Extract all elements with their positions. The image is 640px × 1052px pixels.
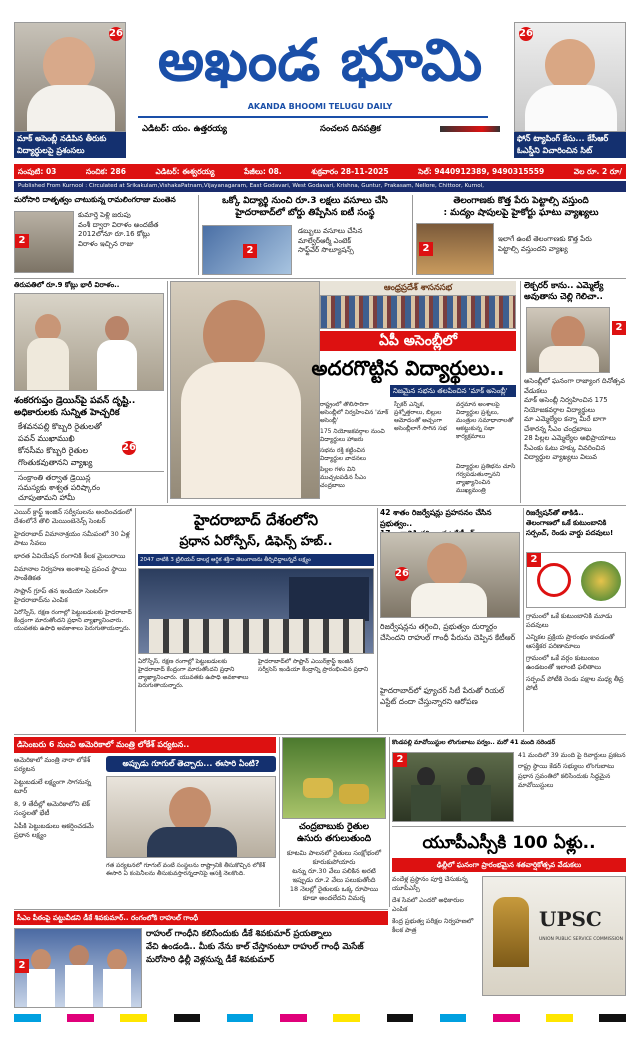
lead-strap: నిజమైన సభను తలపించిన 'మాక్ అసెంబ్లీ' [390, 385, 516, 397]
hyd-bar: 2047 నాటికి 3 ట్రిలియన్ డాలర్ల ఆర్థిక శక్తిగా తెలంగాణను తీర్చిదిద్దాలన్నదే లక్ష్యం [138, 554, 374, 566]
hyd-head1: హైదరాబాద్ దేశంలోని [193, 511, 319, 529]
story-sarpanch-photo [526, 552, 626, 608]
sarpanch-bullet: ఎన్నికల ప్రక్రియ ప్రారంభం కావడంతో ఆసక్తికర పరిణామాలు [526, 633, 615, 650]
info-date: శుక్రవారం 28-11-2025 [311, 167, 389, 176]
story-ktr-tail: హైదరాబాద్‌లో ఫ్యూచర్ సిటీ పేరుతో రియల్ ఎస్టేట్ దందా చేస్తున్నారని ఆరోపణ [380, 686, 505, 706]
bottom-photo [14, 928, 142, 1008]
stamp-icon: 26 [395, 568, 409, 579]
stamp-icon: 26 [519, 28, 533, 39]
upsc-bullets [392, 876, 478, 1010]
maoist-bar: కొండపల్లి మావోయిస్టుల లొంగుబాటు పర్వం.. మరో 41 మంది సరెండర్ [392, 739, 556, 746]
lead-headline: అదరగొట్టిన విద్యార్థులు.. [311, 356, 505, 380]
story-mlas [524, 281, 626, 503]
story-ktr-sub: రిజర్వేషన్లను తగ్గించి, ప్రభుత్వం దుర్మార్గం చేసిందని రాహుల్ గాంధీ పేరును చెప్పిన కేటీఆర్ [380, 622, 516, 642]
lead-bullet: పిల్లల గళం విని ముచ్చటపడిన సీఎం చంద్రబాబు [320, 466, 367, 489]
upsc-bullet: కేంద్ర ప్రభుత్వ పరీక్షల నిర్వహణలో కీలక పాత్ర [392, 918, 474, 934]
lokesh-bar: డిసెంబరు 6 నుంచి అమెరికాలో మంత్రి లోకేశ్ పర్యటన.. [14, 737, 276, 753]
lokesh-box: అప్పుడు గూగుల్ తెచ్చారు... ఈసారి ఏంటి? [106, 756, 276, 772]
masthead-title: అఖండ భూమి [157, 26, 483, 94]
hyd-bullet: విమానాల నిర్వహణ అంశాలపై ప్రపంచ స్థాయి సాంకేతికత [14, 565, 127, 582]
story-ktr-head: 42 శాతం రిజర్వేషన్లు ప్రహసనం చేసిన ప్రభుత్వం.. [380, 508, 492, 528]
lead-bullet: సభను రక్తి కట్టించిన విద్యార్థుల వాదనలు [320, 447, 367, 462]
lokesh-text: గత పర్యటనలో గూగుల్ వంటి సంస్థలను రాష్ట్రానికి తీసుకొచ్చిన లోకేశ్ ఈసారి ఏ కంపెనీలను తీసుకువస్తారన్నదానిపై ఆసక్తి నెలకొంది. [106, 862, 266, 877]
story-it-company [202, 195, 408, 277]
stamp-icon: 2 [419, 242, 433, 256]
story-pawan [14, 281, 164, 503]
masthead-right-caption: ఫోన్ ట్యాపింగ్ కేసు... కేసీఆర్ ఓఎస్డీని విచారించిన సిట్ [514, 132, 626, 158]
hyd-bullet: సాఫ్రాన్ గ్రూప్ తన ఇండియా సెంటర్‌గా హైదరాబాద్‌ను ఎంపిక [14, 587, 108, 604]
story-sarpanch [526, 508, 626, 732]
hyd-photo [138, 568, 374, 654]
lead-kicker: ఏపీ అసెంబ్లీలో [320, 331, 516, 351]
lead-col-c: విద్యార్థుల ప్రతిభను చూసి గర్వపడుతున్నానని వ్యాఖ్యానించిన ముఖ్యమంత్రి [456, 463, 516, 494]
stamp-icon: 2 [527, 553, 541, 567]
upsc-sub: ఢిల్లీలో ఘనంగా ప్రారంభమైన శతవార్షికోత్సవ వేడుకలు [392, 858, 626, 872]
emblem-icon [493, 897, 529, 967]
footer-bar [14, 1014, 626, 1022]
lead-group-photo [320, 295, 516, 329]
sarpanch-bullet: గ్రామంలో ఒకే వర్గం కుటుంబం ఉండటంతో ఇలాంటి ఫలితాలు [526, 654, 601, 671]
story-ktr [380, 508, 520, 732]
info-price: వెల రూ. 2 రూ/ [573, 167, 622, 176]
story-rajaraju-text: కుమార్తె పెళ్లి జరుపు వంశీ ద్వారా విరాళం అందజేత 2012లోనూ రూ.16 కోట్లు విరాళం ఇచ్చిన రాజు [78, 211, 159, 248]
hyd-bullet: హైదరాబాద్ విమానాశ్రయం సమీపంలో 30 ఏళ్ల పాటు సేవలు [14, 530, 130, 547]
story-liquor-photo [416, 223, 494, 275]
masthead-editor: ఎడిటర్: యం. ఉత్తరయ్య [142, 124, 227, 134]
pen-icon [440, 126, 500, 132]
farmers-head: చంద్రబాబుకు రైతుల ఉసురు తగులుతుంది [296, 822, 372, 844]
stamp-icon: 2 [243, 244, 257, 258]
lokesh-photo [106, 776, 276, 858]
story-pawan-top: తిరుపతిలో రూ.9 కోట్లు భారీ విరాళం.. [14, 281, 120, 289]
ballot-symbol-icon [537, 563, 571, 597]
lead-banner: ఆంధ్రప్రదేశ్ శాసనసభ [320, 281, 516, 295]
lokesh-bullet: పెట్టుబడులే లక్ష్యంగా సాగనున్న టూర్ [14, 778, 92, 795]
story-ktr-photo [380, 532, 520, 618]
maoist-bullet: 41 మందిలో 39 మంది పై రివార్డులు ప్రకటన [518, 752, 626, 759]
hyd-text-left: ఏరోస్పేస్, రక్షణ రంగాల్లో పెట్టుబడులకు హైదరాబాద్ కేంద్రంగా మారుతోందని ప్రధాని వ్యాఖ్యానించారు. యువతకు ఉపాధి అవకాశాలు పెరుగుతాయన్నారు. [138, 658, 249, 689]
lokesh-bullet: అమెరికాలో మంత్రి నారా లోకేశ్ పర్యటన [14, 756, 91, 773]
lead-bullet: రాష్ట్రంలో తొలిసారిగా అసెంబ్లీలో నిర్వహించిన 'మాక్ అసెంబ్లీ' [320, 401, 389, 424]
story-pawan-photo [14, 293, 164, 391]
stamp-icon: 2 [15, 959, 29, 973]
lead-bullets [320, 401, 390, 490]
story-farmers [282, 737, 386, 907]
lokesh-bullets [14, 756, 104, 906]
story-mlas-text: అసెంబ్లీలో ఘనంగా రాజ్యాంగ దినోత్సవ వేడుకలు మాక్ అసెంబ్లీ నిర్వహించిన 175 నియోజకవర్గాల విద్యార్థులు మా ఎమ్మెల్యేల కన్నా మీరే బాగా చేశారన్న సీఎం చంద్రబాబు 28 పిల్లల ఎమ్మెల్యేల అభిప్రాయాలు సీఎంకు ఓటు హక్కు వివరించిన విద్యార్థుల వ్యాఖ్యలు విలువ [524, 377, 626, 461]
upsc-logo-text: UPSC [539, 907, 602, 931]
hyd-caption: హైదరాబాద్‌లో సాఫ్రాన్ ఎయిర్‌క్రాఫ్ట్ ఇంజిన్ సర్వీసెస్ ఇండియా కేంద్రాన్ని ప్రారంభించిన ప్రధాని [258, 658, 369, 673]
maoist-bullet: రాష్ట్ర స్థాయి కేడర్ సభ్యులు లొంగుబాటు [518, 762, 615, 770]
masthead-subtitle: AKANDA BHOOMI TELUGU DAILY [247, 102, 393, 111]
bottom-bar: సీఎం పీఠంపై పట్టువీడని డీకే శివకుమార్.. రంగంలోకి రాహుల్ గాంధీ [14, 911, 388, 925]
masthead-right-photo [514, 22, 626, 132]
hyd-bullet: భారత ఏవియేషన్ రంగానికి కీలక మైలురాయి [14, 552, 126, 560]
sarpanch-bullet: సర్పంచ్ పోటీకి రెండు పక్షాల మధ్య తీవ్ర పోటీ [526, 675, 624, 692]
story-it-head: ఒక్కో విద్యార్థి నుంచి రూ.3 లక్షలు వసూలు చేసి హైదరాబాద్‌లో బోర్డు తిప్పేసిన ఐటీ సంస్థ [222, 196, 388, 218]
story-hyderabad [138, 508, 374, 732]
upsc-head: యూపీఎస్సీకి 100 ఏళ్లు.. [422, 833, 596, 853]
info-editor: ఎడిటర్: ఈశ్వరయ్య [155, 167, 215, 176]
info-phone: సెల్: 9440912389, 9490315559 [418, 167, 545, 176]
stamp-icon: 26 [109, 28, 123, 39]
masthead-left-caption: మాక్ అసెంబ్లీ నడిపిన తీరుకు విద్యార్థులపై ప్రశంసలు [14, 132, 126, 158]
story-rajaraju-head: మరోసారి దాతృత్వం చాటుకున్న రామలింగరాజు మంతెన [14, 195, 176, 204]
lokesh-bullet: ఏపీకి పెట్టుబడులు ఆకర్షించడమే ప్రధాన లక్ష్యం [14, 822, 94, 839]
farmers-text: కూటమి పాలనలో రైతులు సంక్షోభంలో కూరుకుపోయారు టన్ను రూ.30 వేలు పలికిన అరటి ఇప్పుడు రూ.2 వేలు పలుకుతోంది 18 నెలల్లో రైతులకు ఒక్క రూపాయి కూడా అందలేదని విమర్శ [286, 849, 382, 902]
info-issue: సంచిక: 286 [85, 167, 126, 176]
lead-col-b: వర్తమాన అంశాలపై విద్యార్థుల ప్రశ్నలు, మంత్రుల సమాధానాలతో ఆకట్టుకున్న సభా కార్యక్రమాలు [456, 401, 514, 440]
masthead-tagline: సంచలన దినపత్రిక [320, 124, 381, 134]
maoist-photo [392, 752, 514, 822]
story-liquor-head: తెలంగాణకు కొత్త పేరు పెట్టాల్సి వస్తుంది : మద్యం షాపులపై హైకోర్టు ఘాటు వ్యాఖ్యలు [443, 196, 599, 218]
story-mlas-photo [526, 307, 610, 373]
upsc-bullet: దేశ సేవలో ఎందరో అధికారుల ఎంపిక [392, 897, 464, 913]
upsc-logo-sub: UNION PUBLIC SERVICE COMMISSION [539, 937, 623, 942]
info-volume: సంపుటి: 03 [18, 167, 57, 176]
hyd-head2: ప్రధాన ఏరోస్పేస్, డిఫెన్స్ హబ్.. [179, 533, 333, 548]
stamp-icon: 2 [612, 321, 626, 335]
lead-col-a: స్పీకర్ ఎన్నిక, ప్రశ్నోత్తరాలు, బిల్లుల ఆమోదంతో అచ్చంగా అసెంబ్లీలాగే సాగిన సభ [394, 401, 447, 432]
hyd-left-bullets [14, 508, 132, 732]
lead-bullet: 175 నియోజకవర్గాల నుంచి విద్యార్థులు హాజరు [320, 428, 385, 443]
maoist-bullet: ప్రధాన స్రవంతిలో కలిసేందుకు సిద్ధమైన మావోయిస్టులు [518, 773, 611, 789]
bottom-text: రాహుల్ గాంధీని కలిసేందుకు డీకే శివకుమార్ ప్రయత్నాలు వేచి ఉండండి.. మీకు నేను కాల్ చేస్తానంటూ రాహుల్ గాంధీ మెసేజ్ మరోసారి ఢిల్లీ వెళ్లనున్న డీకే శివకుమార్ [146, 929, 364, 965]
upsc-photo [482, 876, 626, 996]
lead-story [170, 281, 516, 503]
lead-cm-photo [170, 281, 320, 499]
story-pawan-sub: కేశవనపల్లి కొబ్బరి రైతులతో పవన్ ముఖాముఖి కోనసీమ కొబ్బరి రైతుల గొంతుకవుతానని వ్యాఖ్య [18, 422, 102, 467]
story-it-photo [202, 225, 292, 275]
story-rajaraju [14, 195, 194, 277]
hyd-text-bottom: ఏరోస్పేస్, రక్షణ రంగాల్లో పెట్టుబడులకు హైదరాబాద్ కేంద్రంగా మారుతోందని ప్రధాని వ్యాఖ్యానించారు. యువతకు ఉపాధి అవకాశాలు పెరుగుతాయన్నారు. [14, 609, 132, 632]
info-pages: పేజీలు: 08. [244, 167, 282, 176]
story-sarpanch-head: రిజర్వేషన్‌తో తాకిడి.. తెలంగాణలో ఒకే కుటుంబానికి సర్పంచ్, రెండు వార్డు పదవులు! [526, 509, 614, 537]
maoist-bullets [518, 752, 626, 824]
story-rajaraju-photo [14, 211, 74, 273]
story-mlas-head: లెక్చరర్ కాను.. ఎమ్మెల్యే అవుతాను చెల్లి గెలిచా.. [524, 281, 604, 302]
story-pawan-tail: సంక్రాంతి తర్వాత డ్రెయిన్ల సమస్యకు శాశ్వత పరిష్కారం చూపుతామని హామీ [18, 473, 101, 502]
story-it-text: డబ్బులు వసూలు చేసిన మాల్వేర్‌ఆర్మీ ఎంటెక్ సాఫ్ట్‌వేర్ సొల్యూషన్స్ [298, 227, 363, 254]
story-liquor-text: ఇలాగే ఉంటే తెలంగాణకు కొత్త పేరు పెట్టాల్సి వస్తుందని వ్యాఖ్య [498, 235, 592, 253]
story-pawan-head: శంకరగుప్తం డ్రెయిన్‌పై పవన్ దృష్టి.. అధికారులకు సున్నిత హెచ్చరిక [14, 396, 136, 418]
stamp-icon: 26 [122, 442, 136, 453]
lokesh-bullet: 8, 9 తేదీల్లో అమెరికాలోని టెక్ సంస్థలతో భేటీ [14, 800, 91, 817]
info-bar [14, 164, 626, 179]
masthead-left-photo [14, 22, 126, 132]
story-telangana-liquor [416, 195, 626, 277]
stamp-icon: 2 [15, 234, 29, 248]
emblem-icon [581, 561, 621, 601]
hyd-bullet: ఎయిర్ క్రాఫ్ట్ ఇంజిన్ సర్వీసులను అందించడంలో దేశంలోనే తొలి మెయింటెనెన్స్ సెంటర్ [14, 508, 132, 525]
published-line: Published From Kurnool : Circulated at Srikakulam,VishakaPatnam,Vijayanagaram, East Godavari, West Godavari, Krishna, Guntur, Prakasam, Nellore, Chittoor, Kurnol, [14, 181, 626, 192]
sarpanch-bullet: గ్రామంలో ఒకే కుటుంబానికి మూడు పదవులు [526, 612, 613, 629]
upsc-bullet: వందేళ్ల ప్రస్థానం పూర్తి చేసుకున్న యూపీఎస్సీ [392, 876, 468, 892]
farmers-photo [282, 737, 386, 819]
stamp-icon: 2 [393, 753, 407, 767]
